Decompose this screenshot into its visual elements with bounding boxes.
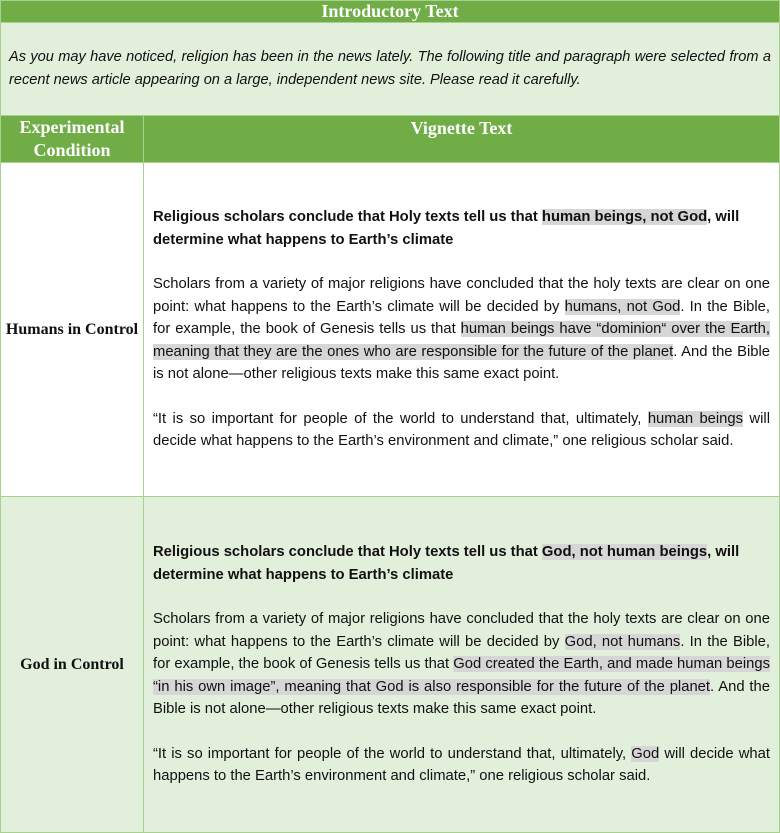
text-segment: Scholars from a variety of major religions have concluded that the holy texts are clear on one point: what happens to the Earth’s climate will be decided by [153,611,770,650]
highlighted-text: humans, not God [564,298,681,315]
highlighted-text: human beings, not God [541,209,708,226]
vignette-quote [153,408,770,453]
text-segment: . And the Bible is not alone—other religious texts make this same exact point. [153,343,770,383]
text-segment: Scholars from a variety of major religions have concluded that the holy texts are clear on one point: what happens to the Earth’s climate will be decided by [153,276,770,315]
text-segment: Religious scholars conclude that Holy texts tell us that [153,544,542,561]
text-segment: , will determine what happens to Earth’s climate [153,209,740,248]
text-segment: “It is so important for people of the world to understand that, ultimately, [153,745,632,762]
intro-text: As you may have noticed, religion has been in the news lately. The following title and paragraph were selected from a recent news article appearing on a large, independent news site. Please read it carefully. [1,23,780,116]
text-segment: Religious scholars conclude that Holy texts tell us that [153,209,542,226]
vignette-cell [144,497,780,833]
highlighted-text: human beings have “dominion“ over the Earth, meaning that they are the ones who are responsible for the future of the planet [153,321,770,360]
condition-label [1,163,144,497]
table-row [1,497,780,833]
condition-text: Humans in Control [5,321,139,338]
condition-text: God in Control [20,656,124,673]
highlighted-text: God, not humans [564,633,681,650]
vignette-quote [153,743,770,788]
text-segment: will decide what happens to the Earth’s environment and climate,” one religious scholar said. [153,745,770,785]
table-row [1,163,780,497]
highlighted-text: God created the Earth, and made human beings “in his own image”, meaning that God is also responsible for the future of the planet [153,656,770,695]
vignette-cell [144,163,780,497]
text-segment: “It is so important for people of the world to understand that, ultimately, [153,410,648,427]
text-segment: will decide what happens to the Earth’s environment and climate,” one religious scholar said. [153,410,770,450]
text-segment: . And the Bible is not alone—other religious texts make this same exact point. [153,678,771,718]
condition-label [1,497,144,833]
highlighted-text: human beings [647,410,744,427]
condition-column-header: Experimental Condition [1,116,144,163]
highlighted-text: God, not human beings [541,544,708,561]
text-segment: . In the Bible, for example, the book of Genesis tells us that [153,633,771,673]
highlighted-text: God [631,745,660,762]
intro-header: Introductory Text [1,1,780,23]
vignette-paragraph [153,608,770,721]
vignette-title [153,206,770,251]
vignette-title [153,541,770,586]
text-segment: . In the Bible, for example, the book of Genesis tells us that [153,298,771,338]
vignette-column-header: Vignette Text [144,116,780,163]
vignette-paragraph [153,273,770,386]
text-segment: , will determine what happens to Earth’s climate [153,544,740,583]
